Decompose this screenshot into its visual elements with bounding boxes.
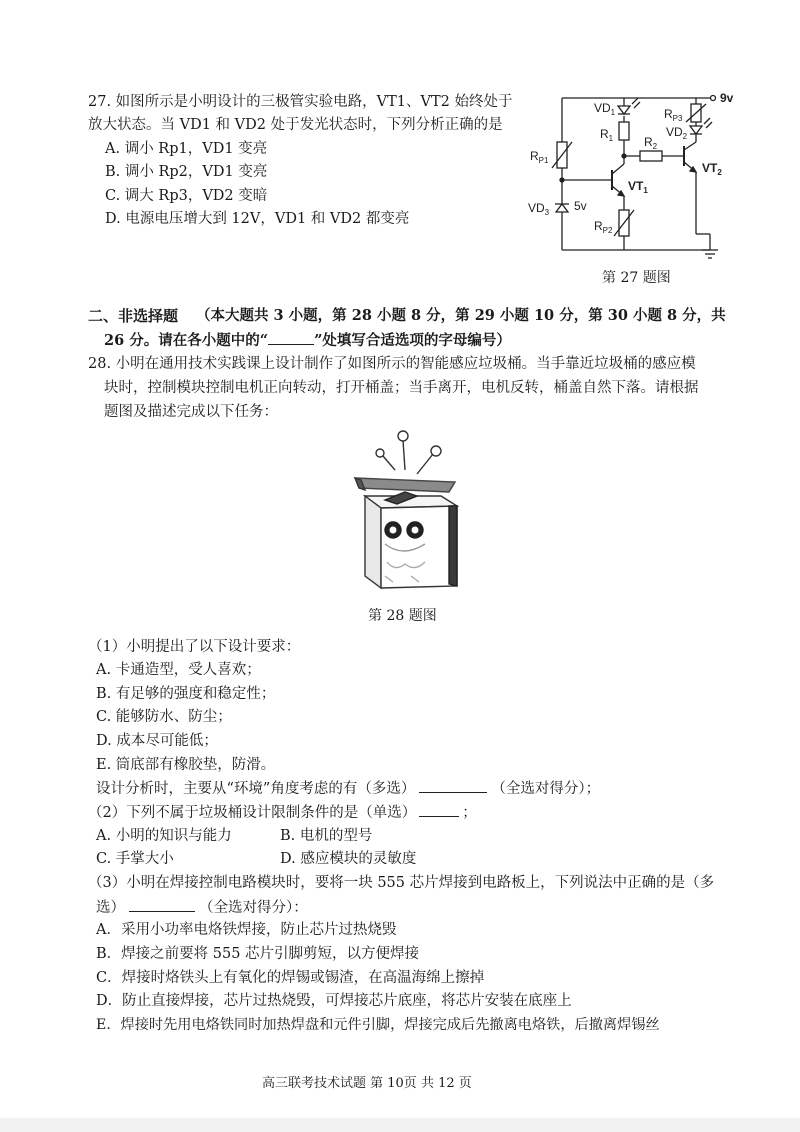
q28-part3-option-d: D．防止直接焊接，芯片过热烧毁，可焊接芯片底座，将芯片安装在底座上: [96, 993, 572, 1009]
rp1-label: $R_{P1}$: [530, 149, 549, 165]
q28-part2-option-b: B. 电机的型号: [280, 828, 373, 844]
q28-part3-option-e: E．焊接时先用电烙铁同时加热焊盘和元件引脚，焊接完成后先撤离电烙铁，后撤离焊锡丝: [96, 1017, 660, 1033]
q28-part3-title-line1: （3）小明在焊接控制电路模块时，要将一块 555 芯片焊接到电路板上，下列说法中正确的是（多: [88, 875, 715, 891]
vcc-label: 9v: [720, 91, 734, 105]
vd2-label: $VD_2$: [666, 125, 688, 141]
q28-stem-line1: 28. 小明在通用技术实践课上设计制作了如图所示的智能感应垃圾桶。当手靠近垃圾桶的感应模: [88, 356, 696, 372]
q28-part1-title: （1）小明提出了以下设计要求：: [88, 639, 301, 655]
vt1-label: $VT_1$: [628, 179, 648, 195]
q28-part2-title-end: ；: [462, 805, 477, 821]
q27-figure-caption: 第 27 题图: [602, 270, 671, 286]
q28-stem-line2: 块时，控制模块控制电机正向转动，打开桶盖；当手离开，电机反转，桶盖自然下落。请根据: [104, 380, 699, 396]
q28-part1-item-e: E. 筒底部有橡胶垫，防滑。: [96, 757, 276, 773]
q28-part2-option-d: D. 感应模块的灵敏度: [280, 851, 417, 867]
vd3-zener: [556, 204, 568, 212]
answer-blank: [268, 330, 314, 345]
q27-option-d: D. 电源电压增大到 12V，VD1 和 VD2 都变亮: [105, 211, 410, 227]
answer-blank: [419, 802, 459, 817]
q28-part2-title-text: （2）下列不属于垃圾桶设计限制条件的是（单选）: [88, 805, 417, 821]
answer-blank: [419, 778, 487, 793]
vt2-label: $VT_2$: [702, 161, 722, 177]
q28-part1-item-a: A. 卡通造型，受人喜欢；: [96, 662, 261, 678]
page-footer: 高三联考技术试题 第 10页 共 12 页: [262, 1076, 472, 1091]
q28-part3-option-c: C．焊接时烙铁头上有氧化的焊锡或锡渣，在高温海绵上擦掉: [96, 970, 485, 986]
q27-stem-line1: 27. 如图所示是小明设计的三极管实验电路，VT1、VT2 始终处于: [88, 94, 513, 110]
r1-resistor: [619, 122, 629, 140]
q28-part3-option-a: A．采用小功率电烙铁焊接，防止芯片过热烧毁: [96, 922, 397, 938]
q28-part2-title: [88, 802, 477, 823]
q28-part1-question-end: （全选对得分）；: [491, 781, 601, 797]
q27-option-a: A. 调小 Rp1，VD1 变亮: [105, 141, 268, 157]
page-bottom-edge: [0, 1118, 800, 1132]
q27-circuit-diagram: [524, 84, 740, 264]
q28-figure-caption: 第 28 题图: [368, 608, 437, 624]
vd2-led: [690, 126, 702, 134]
q28-stem-line3: 题图及描述完成以下任务：: [104, 404, 278, 420]
section2-desc-line2: [104, 330, 511, 351]
q28-part1-item-d: D. 成本尽可能低；: [96, 733, 218, 749]
section2-desc-line2-start: 26 分。请在各小题中的“: [104, 332, 269, 349]
q28-part3-title-line2: [96, 897, 308, 918]
vd3-label: $VD_3$: [528, 201, 550, 217]
q28-part3-title-line2-end: （全选对得分）：: [199, 900, 308, 916]
q28-part1-question: [96, 778, 600, 799]
rp3-label: $R_{P3}$: [664, 107, 683, 123]
r1-label: $R_1$: [600, 127, 614, 143]
rp2-label: $R_{P2}$: [594, 219, 613, 235]
smart-trash-bin-image: [345, 426, 465, 596]
vd1-led: [618, 106, 630, 114]
q28-part1-question-text: 设计分析时，主要从“环境”角度考虑的有（多选）: [96, 781, 416, 797]
q28-part1-item-b: B. 有足够的强度和稳定性；: [96, 686, 276, 702]
q28-part1-item-c: C. 能够防水、防尘；: [96, 709, 232, 725]
section2-desc-line2-end: ”处填写合适选项的字母编号）: [314, 332, 511, 349]
q28-part3-option-b: B．焊接之前要将 555 芯片引脚剪短，以方便焊接: [96, 946, 420, 962]
section2-title: 二、非选择题: [88, 307, 179, 325]
r2-resistor: [640, 151, 662, 161]
q28-part2-option-a: A. 小明的知识与能力: [96, 828, 232, 844]
q28-part3-title-line2-start: 选）: [96, 900, 125, 916]
r2-label: $R_2$: [644, 135, 658, 151]
q28-part2-option-c: C. 手掌大小: [96, 851, 174, 867]
vcc-terminal: [711, 96, 716, 101]
vd3-voltage: 5v: [574, 199, 587, 213]
answer-blank: [129, 897, 195, 912]
section2-desc-line1: （本大题共 3 小题，第 28 小题 8 分，第 29 小题 10 分，第 30 小题 8 分，共: [196, 307, 726, 324]
q27-option-b: B. 调小 Rp2，VD1 变亮: [105, 164, 268, 180]
vd1-label: $VD_1$: [594, 101, 616, 117]
q27-stem-line2: 放大状态。当 VD1 和 VD2 处于发光状态时，下列分析正确的是: [88, 117, 503, 133]
q27-option-c: C. 调大 Rp3，VD2 变暗: [105, 188, 268, 204]
